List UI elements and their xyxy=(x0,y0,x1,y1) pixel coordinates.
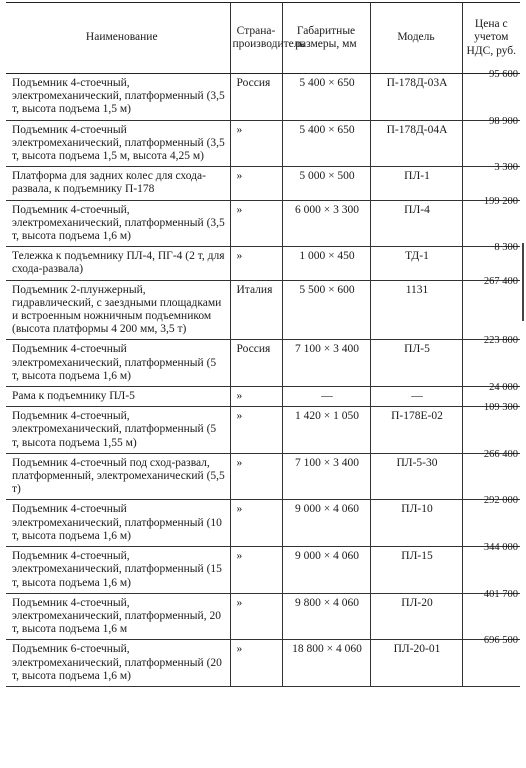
cell-name: Подъемник 4-стоечный электромеханический, платформенный (5 т, высота подъема 1,6 м) xyxy=(12,343,217,382)
table-row xyxy=(6,407,520,454)
cell-country: » xyxy=(230,547,282,594)
cell-name: Подъемник 2-плунжерный, гидравлический, с заездными площадками и встроенным ножничным подъемником (высота платформы 4 200 мм, 3,5 т) xyxy=(12,283,222,336)
cell-size: 7 100 × 3 400 xyxy=(282,340,370,387)
table-row xyxy=(6,593,520,640)
cell-name: Подъемник 4-стоечный, электромеханический, платформенный (5 т, высота подъема 1,55 м) xyxy=(12,410,217,449)
table-row xyxy=(6,387,520,407)
cell-name: Подъемник 6-стоечный, электромеханический, платформенный (20 т, высота подъема 1,6 м) xyxy=(12,643,222,682)
table-row xyxy=(6,120,520,167)
cell-name: Подъемник 4-стоечный под сход-развал, платформенный, электромеханический (5,5 т) xyxy=(12,456,225,496)
cell-model: — xyxy=(370,387,462,407)
cell-price: 95 600 xyxy=(489,69,518,80)
cell-country: » xyxy=(230,167,282,200)
cell-country: » xyxy=(230,640,282,687)
cell-model: П-178Д-03А xyxy=(370,74,462,121)
table-row xyxy=(6,247,520,280)
cell-name: Рама к подъемнику ПЛ-5 xyxy=(12,390,135,403)
cell-price: 98 900 xyxy=(489,115,518,127)
cell-model: ПЛ-1 xyxy=(370,167,462,200)
cell-price: 109 300 xyxy=(483,402,518,414)
cell-size: 5 000 × 500 xyxy=(282,167,370,200)
table-row xyxy=(6,200,520,247)
cell-price: 292 000 xyxy=(483,495,518,507)
cell-country: » xyxy=(230,593,282,640)
cell-model: ПЛ-5-30 xyxy=(370,453,462,500)
table-row xyxy=(6,340,520,387)
cell-model: П-178Е-02 xyxy=(370,407,462,454)
cell-country: » xyxy=(230,200,282,247)
price-table xyxy=(6,2,520,687)
cell-price: 199 200 xyxy=(483,195,518,207)
cell-country: » xyxy=(230,407,282,454)
cell-size: 1 420 × 1 050 xyxy=(282,407,370,454)
cell-size: 5 400 × 650 xyxy=(282,120,370,167)
table-row xyxy=(6,453,520,500)
cell-price: 3 300 xyxy=(494,162,518,174)
cell-size: 9 000 × 4 060 xyxy=(282,500,370,547)
header-country: Страна-производитель xyxy=(230,3,282,74)
cell-size: 1 000 × 450 xyxy=(282,247,370,280)
cell-price: 8 300 xyxy=(494,242,518,254)
cell-size: 5 500 × 600 xyxy=(282,280,370,340)
cell-name: Подъемник 4-стоечный электромеханический, платформенный (10 т, высота подъема 1,6 м) xyxy=(12,503,222,542)
cell-price: 223 800 xyxy=(483,335,518,347)
cell-size: 7 100 × 3 400 xyxy=(282,453,370,500)
cell-price: 696 500 xyxy=(483,635,518,647)
table-row xyxy=(6,74,520,121)
cell-country: » xyxy=(230,387,282,407)
cell-model: ПЛ-15 xyxy=(370,547,462,594)
cell-price: 401 700 xyxy=(483,588,518,600)
cell-country: » xyxy=(230,247,282,280)
cell-size: 9 800 × 4 060 xyxy=(282,593,370,640)
table-row xyxy=(6,547,520,594)
cell-size: 9 000 × 4 060 xyxy=(282,547,370,594)
cell-name: Платформа для задних колес для схода-развала, к подъемнику П-178 xyxy=(12,170,206,196)
cell-price: 266 400 xyxy=(483,448,518,460)
cell-country: Россия xyxy=(230,340,282,387)
cell-model: ПЛ-5 xyxy=(370,340,462,387)
cell-country: Россия xyxy=(230,74,282,121)
header-size: Габаритные размеры, мм xyxy=(282,3,370,74)
header-model: Модель xyxy=(370,3,462,74)
cell-name: Подъемник 4-стоечный, электромеханический, платформенный (15 т, высота подъема 1,6 м) xyxy=(12,550,222,589)
cell-country: » xyxy=(230,453,282,500)
cell-model: ПЛ-4 xyxy=(370,200,462,247)
table-header xyxy=(6,3,520,74)
table-row xyxy=(6,280,520,340)
cell-model: ПЛ-10 xyxy=(370,500,462,547)
cell-size: 6 000 × 3 300 xyxy=(282,200,370,247)
cell-size: 18 800 × 4 060 xyxy=(282,640,370,687)
cell-model: ТД-1 xyxy=(370,247,462,280)
cell-country: Италия xyxy=(230,280,282,340)
cell-name: Подъемник 4-стоечный, электромеханический, платформенный (3,5 т, высота подъема 1,6 м) xyxy=(12,203,225,243)
cell-price: 24 000 xyxy=(489,382,518,394)
table-row xyxy=(6,640,520,687)
cell-size: 5 400 × 650 xyxy=(282,74,370,121)
cell-model: ПЛ-20-01 xyxy=(370,640,462,687)
cell-model: 1131 xyxy=(370,280,462,340)
cell-name: Подъемник 4-стоечный электромеханический, платформенный (3,5 т, высота подъема 1,5 м, высота 4,25 м) xyxy=(12,123,225,163)
cell-name: Подъемник 4-стоечный, электромеханический, платформенный, 20 т, высота подъема 1,6 м xyxy=(12,596,221,636)
cell-country: » xyxy=(230,120,282,167)
cell-name: Тележка к подъемнику ПЛ-4, ПГ-4 (2 т, для схода-развала) xyxy=(12,250,225,276)
cell-country: » xyxy=(230,500,282,547)
cell-price: 344 000 xyxy=(483,542,518,554)
cell-price: 267 400 xyxy=(483,275,518,287)
table-row xyxy=(6,167,520,200)
cell-size: — xyxy=(282,387,370,407)
header-price: Цена с учетом НДС, руб. xyxy=(462,3,520,74)
page-edge-mark xyxy=(522,243,524,321)
cell-model: ПЛ-20 xyxy=(370,593,462,640)
header-name: Наименование xyxy=(6,3,230,74)
table-row xyxy=(6,500,520,547)
table-body xyxy=(6,69,520,687)
cell-name: Подъемник 4-стоечный, электромеханический, платформенный (3,5 т, высота подъема 1,5 м) xyxy=(12,77,225,116)
cell-model: П-178Д-04А xyxy=(370,120,462,167)
